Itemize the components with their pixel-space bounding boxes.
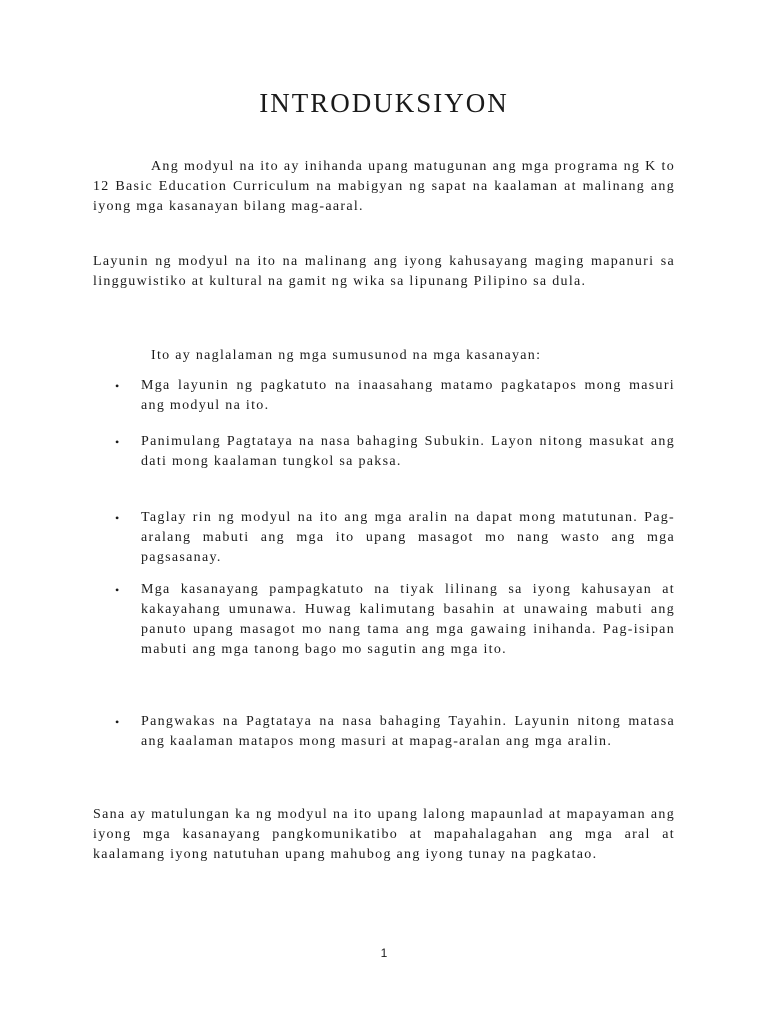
list-item — [115, 508, 675, 568]
list-item-text: Taglay rin ng modyul na ito ang mga aralin na dapat mong matutunan. Pag-aralang mabuti ang mga ito upang masagot mo nang wasto ang mga pagsasanay. — [141, 510, 675, 565]
bullet-icon: • — [115, 435, 121, 449]
list-item — [115, 580, 675, 660]
page-number: 1 — [380, 946, 388, 960]
bullet-icon: • — [115, 715, 121, 729]
list-item-text: Mga kasanayang pampagkatuto na tiyak lilinang sa iyong kahusayan at kakayahang umunawa. Huwag kalimutang basahin at unawaing mabuti ang panuto upang masagot mo nang tama ang mga gawaing inihanda. Pag-isipan mabuti ang mga tanong bago mo sagutin ang mga ito. — [141, 582, 675, 657]
list-item — [115, 432, 675, 472]
bullet-icon: • — [115, 379, 121, 393]
bullet-icon: • — [115, 511, 121, 525]
closing-paragraph: Sana ay matulungan ka ng modyul na ito upang lalong mapaunlad at mapayaman ang iyong mga kasanayang pangkomunikatibo at mapahalagahan ang mga aral at kaalamang iyong natutuhan upang mahubog ang iyong tunay na pagkatao. — [93, 807, 675, 862]
page-title: INTRODUKSIYON — [259, 88, 509, 118]
list-item-text: Mga layunin ng pagkatuto na inaasahang matamo pagkatapos mong masuri ang modyul na ito. — [141, 378, 675, 413]
contents-intro: Ito ay naglalaman ng mga sumusunod na mga kasanayan: — [151, 348, 542, 363]
list-item-text: Pangwakas na Pagtataya na nasa bahaging Tayahin. Layunin nitong matasa ang kaalaman matapos mong masuri at mapag-aralan ang mga aralin. — [141, 714, 675, 749]
list-item-text: Panimulang Pagtataya na nasa bahaging Subukin. Layon nitong masukat ang dati mong kaalaman tungkol sa paksa. — [141, 434, 675, 469]
objective-paragraph: Layunin ng modyul na ito na malinang ang iyong kahusayang maging mapanuri sa lingguwistiko at kultural na gamit ng wika sa lipunang Pilipino sa dula. — [93, 254, 675, 289]
bullet-icon: • — [115, 583, 121, 597]
list-item — [115, 712, 675, 752]
list-item — [115, 376, 675, 416]
intro-paragraph: Ang modyul na ito ay inihanda upang matugunan ang mga programa ng K to 12 Basic Education Curriculum na mabigyan ng sapat na kaalaman at malinang ang iyong mga kasanayan bilang mag-aaral. — [93, 159, 675, 214]
